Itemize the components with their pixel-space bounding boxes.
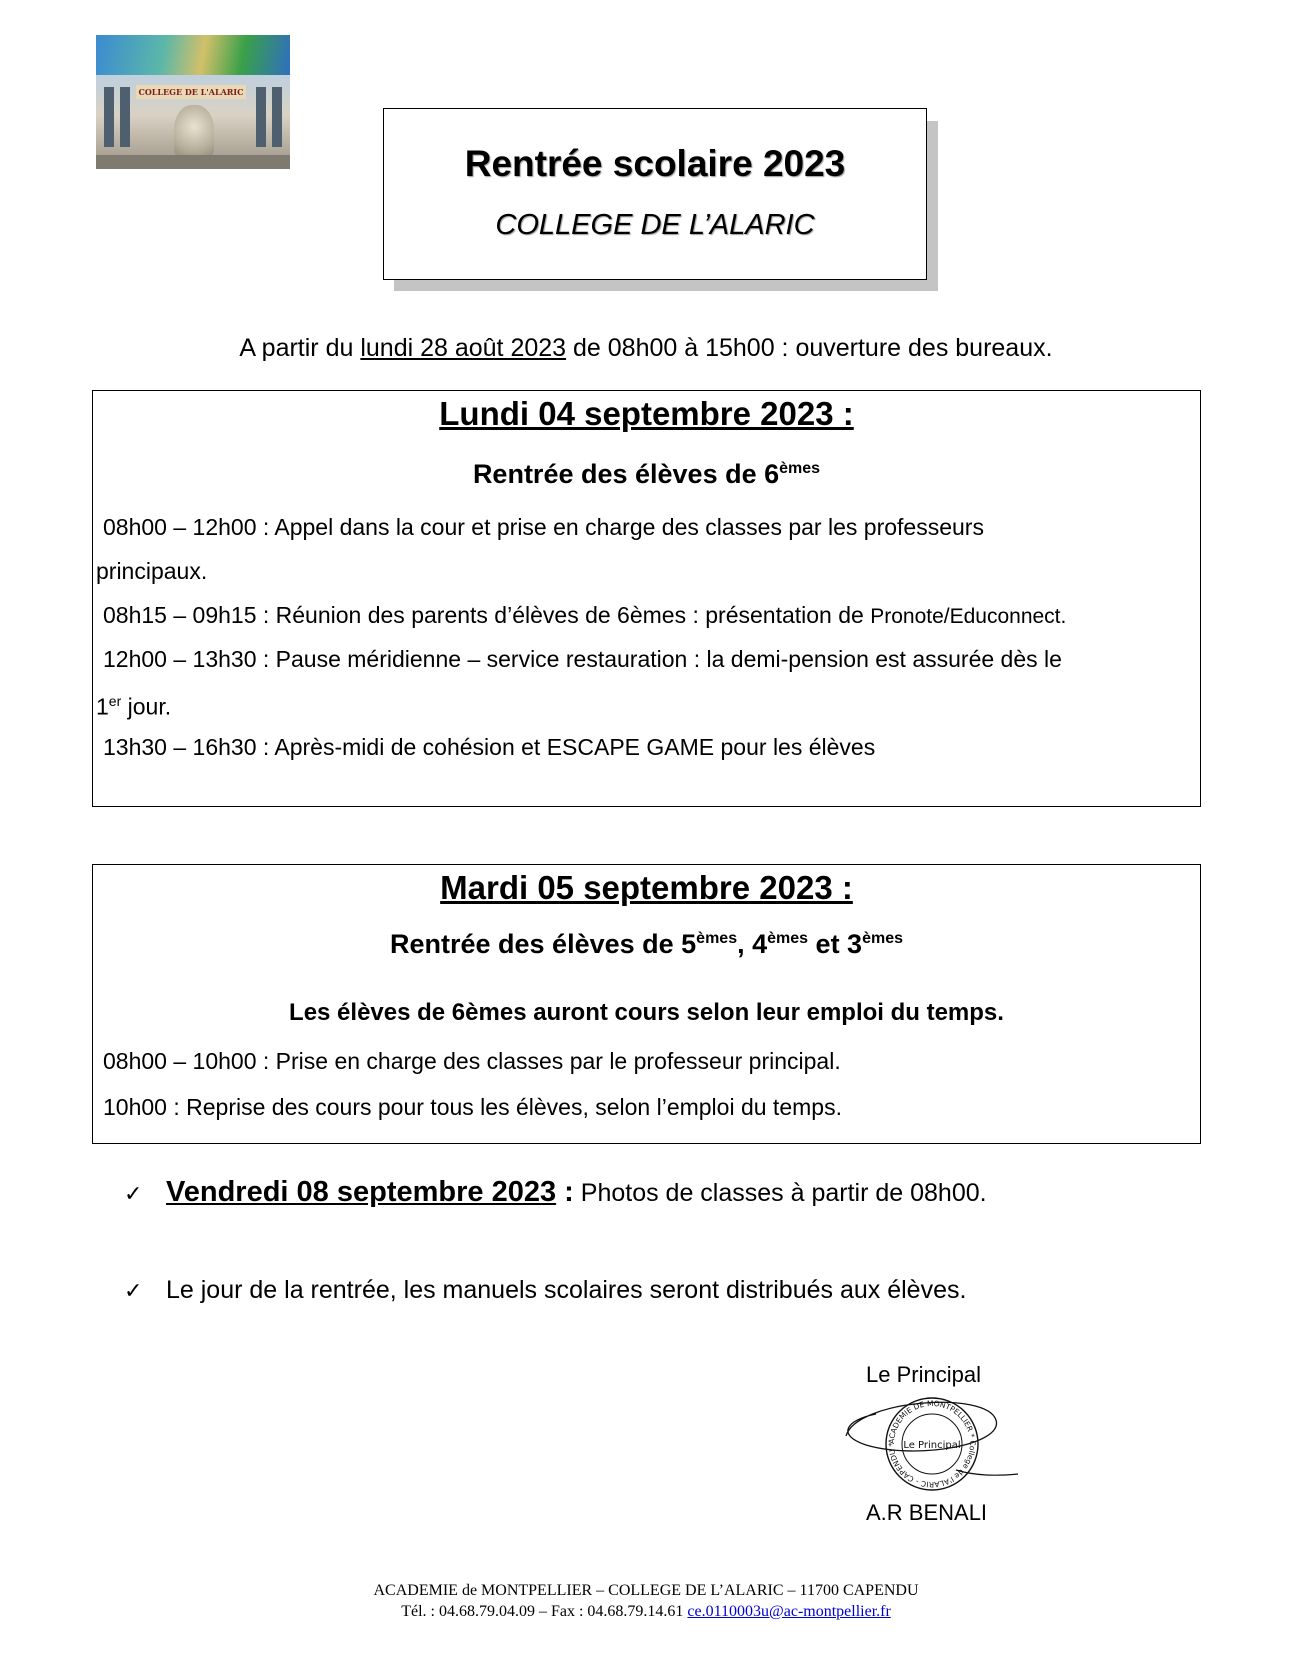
tuesday-note: Les élèves de 6èmes auront cours selon leur emploi du temps. — [289, 999, 1004, 1026]
monday-line-3-sup: er — [108, 693, 122, 709]
photo-sign: COLLEGE DE L'ALARIC — [136, 85, 246, 99]
photo-window — [272, 87, 282, 147]
footer-email-link[interactable]: ce.0110003u@ac-montpellier.fr — [687, 1603, 891, 1620]
monday-line-1-cont: principaux. — [96, 558, 208, 584]
bullet-textbooks-text: Le jour de la rentrée, les manuels scolaires seront distribués aux élèves. — [166, 1276, 967, 1304]
bullet-photos-colon: : — [556, 1176, 574, 1208]
bullet-photos-date: Vendredi 08 septembre 2023 — [166, 1176, 557, 1208]
bullet-photos — [124, 1176, 987, 1209]
tuesday-line-1: 08h00 – 10h00 : Prise en charge des classes par le professeur principal. — [103, 1048, 841, 1074]
signature-title: Le Principal — [866, 1362, 981, 1387]
monday-subheading — [93, 459, 1200, 490]
monday-line-2-text: 08h15 – 09h15 : Réunion des parents d’élèves de 6èmes : présentation de — [103, 602, 871, 628]
monday-heading: Lundi 04 septembre 2023 : — [439, 395, 854, 432]
title-box — [383, 108, 927, 280]
monday-line-3-num: 1 — [96, 693, 109, 720]
monday-subheading-sup: èmes — [779, 460, 821, 477]
page-title: Rentrée scolaire 2023 — [464, 143, 846, 184]
footer-contact — [0, 1603, 1292, 1621]
monday-line-2-small: Pronote/Educonnect. — [870, 605, 1067, 628]
tuesday-sub-c-sup: èmes — [862, 930, 903, 947]
monday-subheading-text: Rentrée des élèves de 6 — [472, 459, 780, 489]
stamp-center-text: Le Principal — [903, 1440, 961, 1451]
monday-line-1: 08h00 – 12h00 : Appel dans la cour et prise en charge des classes par les professeurs — [103, 514, 984, 540]
intro-suffix: de 08h00 à 15h00 : ouverture des bureaux. — [566, 334, 1053, 362]
tuesday-sub-a: Rentrée des élèves de 5 — [389, 929, 697, 959]
signature-name: A.R BENALI — [866, 1500, 988, 1525]
monday-line-3-rest: jour. — [121, 693, 172, 720]
intro-date: lundi 28 août 2023 — [360, 334, 567, 362]
check-icon: ✓ — [124, 1182, 143, 1207]
monday-line-2 — [103, 593, 1190, 639]
intro-prefix: A partir du — [239, 334, 361, 362]
stamp-ring-text: ACADEMIE DE MONTPELLIER * College de l'ALARIC - CAPENDU * — [886, 1398, 978, 1490]
photo-window — [104, 87, 114, 147]
tuesday-sub-b-sup: èmes — [767, 930, 809, 947]
tuesday-sub-b: , 4 — [737, 929, 768, 959]
tuesday-subheading — [93, 929, 1200, 960]
monday-line-3-cont — [96, 679, 1190, 729]
monday-box — [92, 390, 1201, 807]
photo-window — [120, 87, 130, 147]
intro-line — [0, 334, 1292, 363]
bullet-textbooks — [124, 1276, 966, 1305]
tuesday-heading: Mardi 05 septembre 2023 : — [440, 869, 853, 906]
monday-line-3: 12h00 – 13h30 : Pause méridienne – service restauration : la demi-pension est assurée dès le — [103, 646, 1062, 672]
page-subtitle: COLLEGE DE L’ALARIC — [495, 209, 815, 241]
photo-tree — [174, 105, 214, 159]
footer-address: ACADEMIE de MONTPELLIER – COLLEGE DE L’ALARIC – 11700 CAPENDU — [373, 1582, 919, 1599]
footer-phone-fax: Tél. : 04.68.79.04.09 – Fax : 04.68.79.14.61 — [401, 1603, 688, 1620]
photo-window — [256, 87, 266, 147]
tuesday-box — [92, 864, 1201, 1144]
tuesday-sub-a-sup: èmes — [696, 930, 738, 947]
bullet-photos-text: Photos de classes à partir de 08h00. — [573, 1179, 987, 1207]
tuesday-line-2: 10h00 : Reprise des cours pour tous les élèves, selon l’emploi du temps. — [103, 1094, 842, 1120]
principal-stamp-signature — [836, 1390, 1026, 1500]
monday-line-4: 13h30 – 16h30 : Après-midi de cohésion et ESCAPE GAME pour les élèves — [103, 734, 876, 760]
photo-roof — [96, 35, 290, 75]
photo-ground — [96, 155, 290, 169]
tuesday-sub-c: et 3 — [808, 929, 863, 959]
school-photo — [96, 35, 290, 169]
check-icon: ✓ — [124, 1279, 143, 1304]
